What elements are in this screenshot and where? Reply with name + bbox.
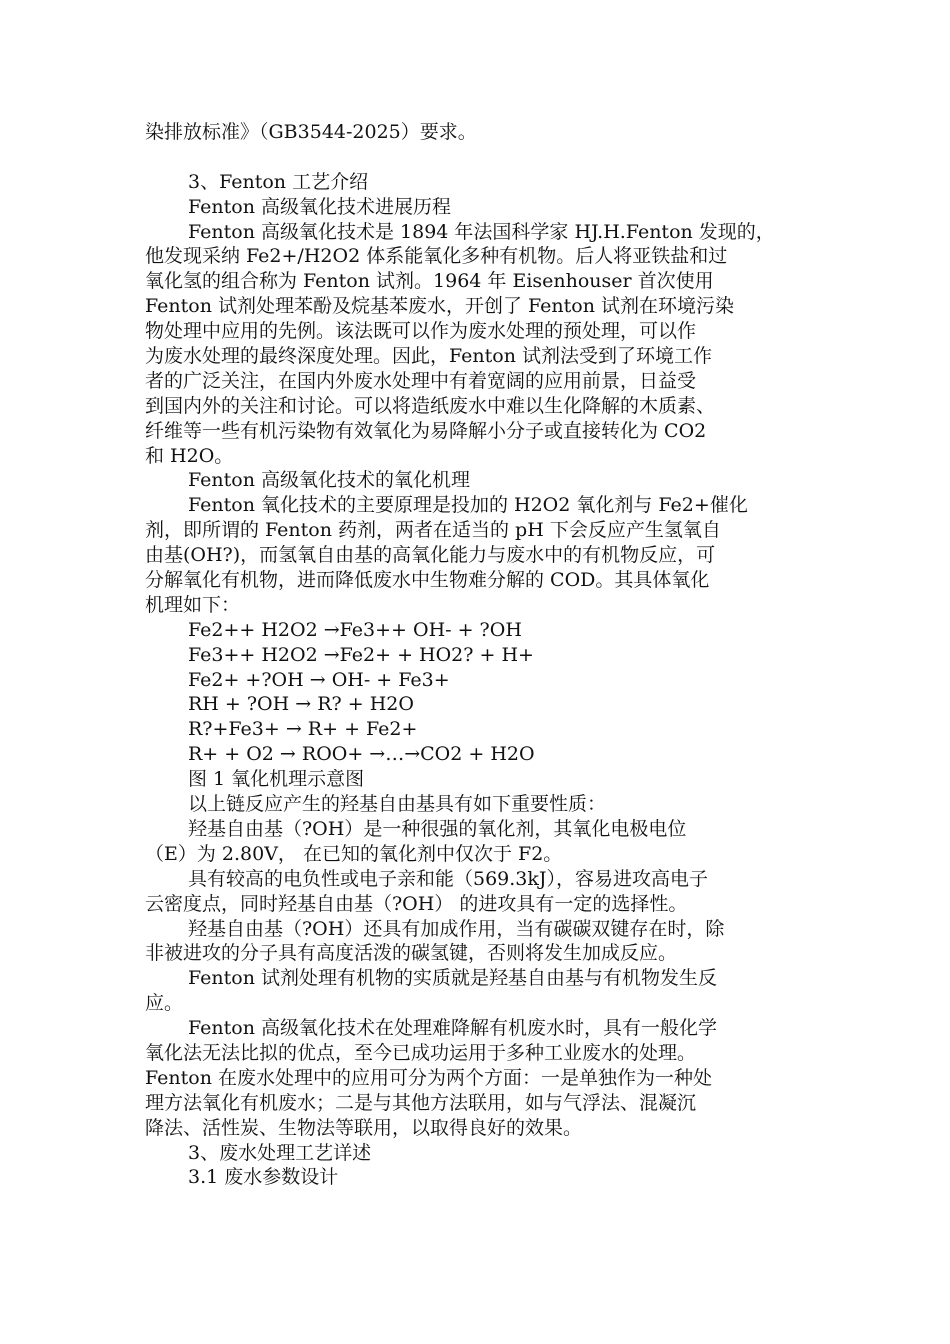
document-page bbox=[145, 120, 815, 1190]
text-line: R?+Fe3+ → R+ + Fe2+ bbox=[188, 718, 418, 741]
text-line: Fenton 高级氧化技术在处理难降解有机废水时，具有一般化学 bbox=[188, 1017, 717, 1040]
text-line: 应。 bbox=[145, 992, 184, 1015]
text-line: 图 1 氧化机理示意图 bbox=[188, 768, 365, 791]
text-line: Fenton 高级氧化技术的氧化机理 bbox=[188, 469, 470, 492]
text-line: 为废水处理的最终深度处理。因此，Fenton 试剂法受到了环境工作 bbox=[145, 345, 712, 368]
text-line: 理方法氧化有机废水；二是与其他方法联用，如与气浮法、混凝沉 bbox=[145, 1091, 697, 1114]
text-line: 纤维等一些有机污染物有效氧化为易降解小分子或直接转化为 CO2 bbox=[145, 419, 707, 442]
text-line: Fenton 试剂处理有机物的实质就是羟基自由基与有机物发生反 bbox=[188, 967, 717, 990]
text-line: 机理如下： bbox=[145, 593, 241, 616]
text-line: 氧化法无法比拟的优点，至今已成功运用于多种工业废水的处理。 bbox=[145, 1041, 697, 1064]
text-line: 羟基自由基（?OH）是一种很强的氧化剂，其氧化电极电位 bbox=[188, 817, 687, 840]
text-line: 非被进攻的分子具有高度活泼的碳氢键，否则将发生加成反应。 bbox=[145, 942, 678, 965]
text-line: 到国内外的关注和讨论。可以将造纸废水中难以生化降解的木质素、 bbox=[145, 394, 716, 417]
text-line: 者的广泛关注，在国内外废水处理中有着宽阔的应用前景，日益受 bbox=[145, 369, 697, 392]
text-line: 分解氧化有机物，进而降低废水中生物难分解的 COD。其具体氧化 bbox=[145, 569, 710, 592]
text-line: 降法、活性炭、生物法等联用，以取得良好的效果。 bbox=[145, 1116, 583, 1139]
text-line: 由基(OH?)，而氢氧自由基的高氧化能力与废水中的有机物反应，可 bbox=[145, 544, 716, 567]
text-line: 氧化氢的组合称为 Fenton 试剂。1964 年 Eisenhouser 首次使用 bbox=[145, 270, 714, 293]
text-line: 3、Fenton 工艺介绍 bbox=[188, 170, 369, 193]
text-line: Fenton 高级氧化技术是 1894 年法国科学家 HJ.H.Fenton 发现的， bbox=[188, 220, 775, 243]
text-line: Fe3++ H2O2 →Fe2+ + HO2? + H+ bbox=[188, 643, 534, 666]
blank-line bbox=[145, 145, 815, 170]
text-line: Fenton 在废水处理中的应用可分为两个方面：一是单独作为一种处 bbox=[145, 1066, 712, 1089]
text-line: Fe2++ H2O2 →Fe3++ OH- + ?OH bbox=[188, 618, 522, 641]
text-line: 具有较高的电负性或电子亲和能（569.3kJ），容易进攻高电子 bbox=[188, 867, 709, 890]
text-line: 3.1 废水参数设计 bbox=[188, 1166, 339, 1189]
text-line: RH + ?OH → R? + H2O bbox=[188, 693, 414, 716]
text-line: R+ + O2 → ROO+ →…→CO2 + H2O bbox=[188, 743, 535, 766]
text-line: Fenton 高级氧化技术进展历程 bbox=[188, 195, 451, 218]
text-line: 以上链反应产生的羟基自由基具有如下重要性质： bbox=[188, 793, 607, 816]
text-line: 他发现采纳 Fe2+/H2O2 体系能氧化多种有机物。后人将亚铁盐和过 bbox=[145, 245, 728, 268]
text-line: 染排放标准》（GB3544-2025）要求。 bbox=[145, 121, 477, 143]
text-line: 云密度点，同时羟基自由基（?OH） 的进攻具有一定的选择性。 bbox=[145, 892, 688, 915]
text-line: 剂，即所谓的 Fenton 药剂，两者在适当的 pH 下会反应产生氢氧自 bbox=[145, 519, 721, 542]
text-line: 3、废水处理工艺详述 bbox=[188, 1141, 372, 1164]
text-line: 羟基自由基（?OH）还具有加成作用，当有碳碳双键存在时，除 bbox=[188, 917, 725, 940]
text-line: Fenton 氧化技术的主要原理是投加的 H2O2 氧化剂与 Fe2+催化 bbox=[188, 494, 748, 517]
text-line: （E）为 2.80V， 在已知的氧化剂中仅次于 F2。 bbox=[145, 842, 563, 865]
text-line: Fe2+ +?OH → OH- + Fe3+ bbox=[188, 668, 450, 691]
text-line: 物处理中应用的先例。该法既可以作为废水处理的预处理，可以作 bbox=[145, 320, 697, 343]
text-line: 和 H2O。 bbox=[145, 444, 234, 467]
text-line: Fenton 试剂处理苯酚及烷基苯废水，开创了 Fenton 试剂在环境污染 bbox=[145, 295, 734, 318]
